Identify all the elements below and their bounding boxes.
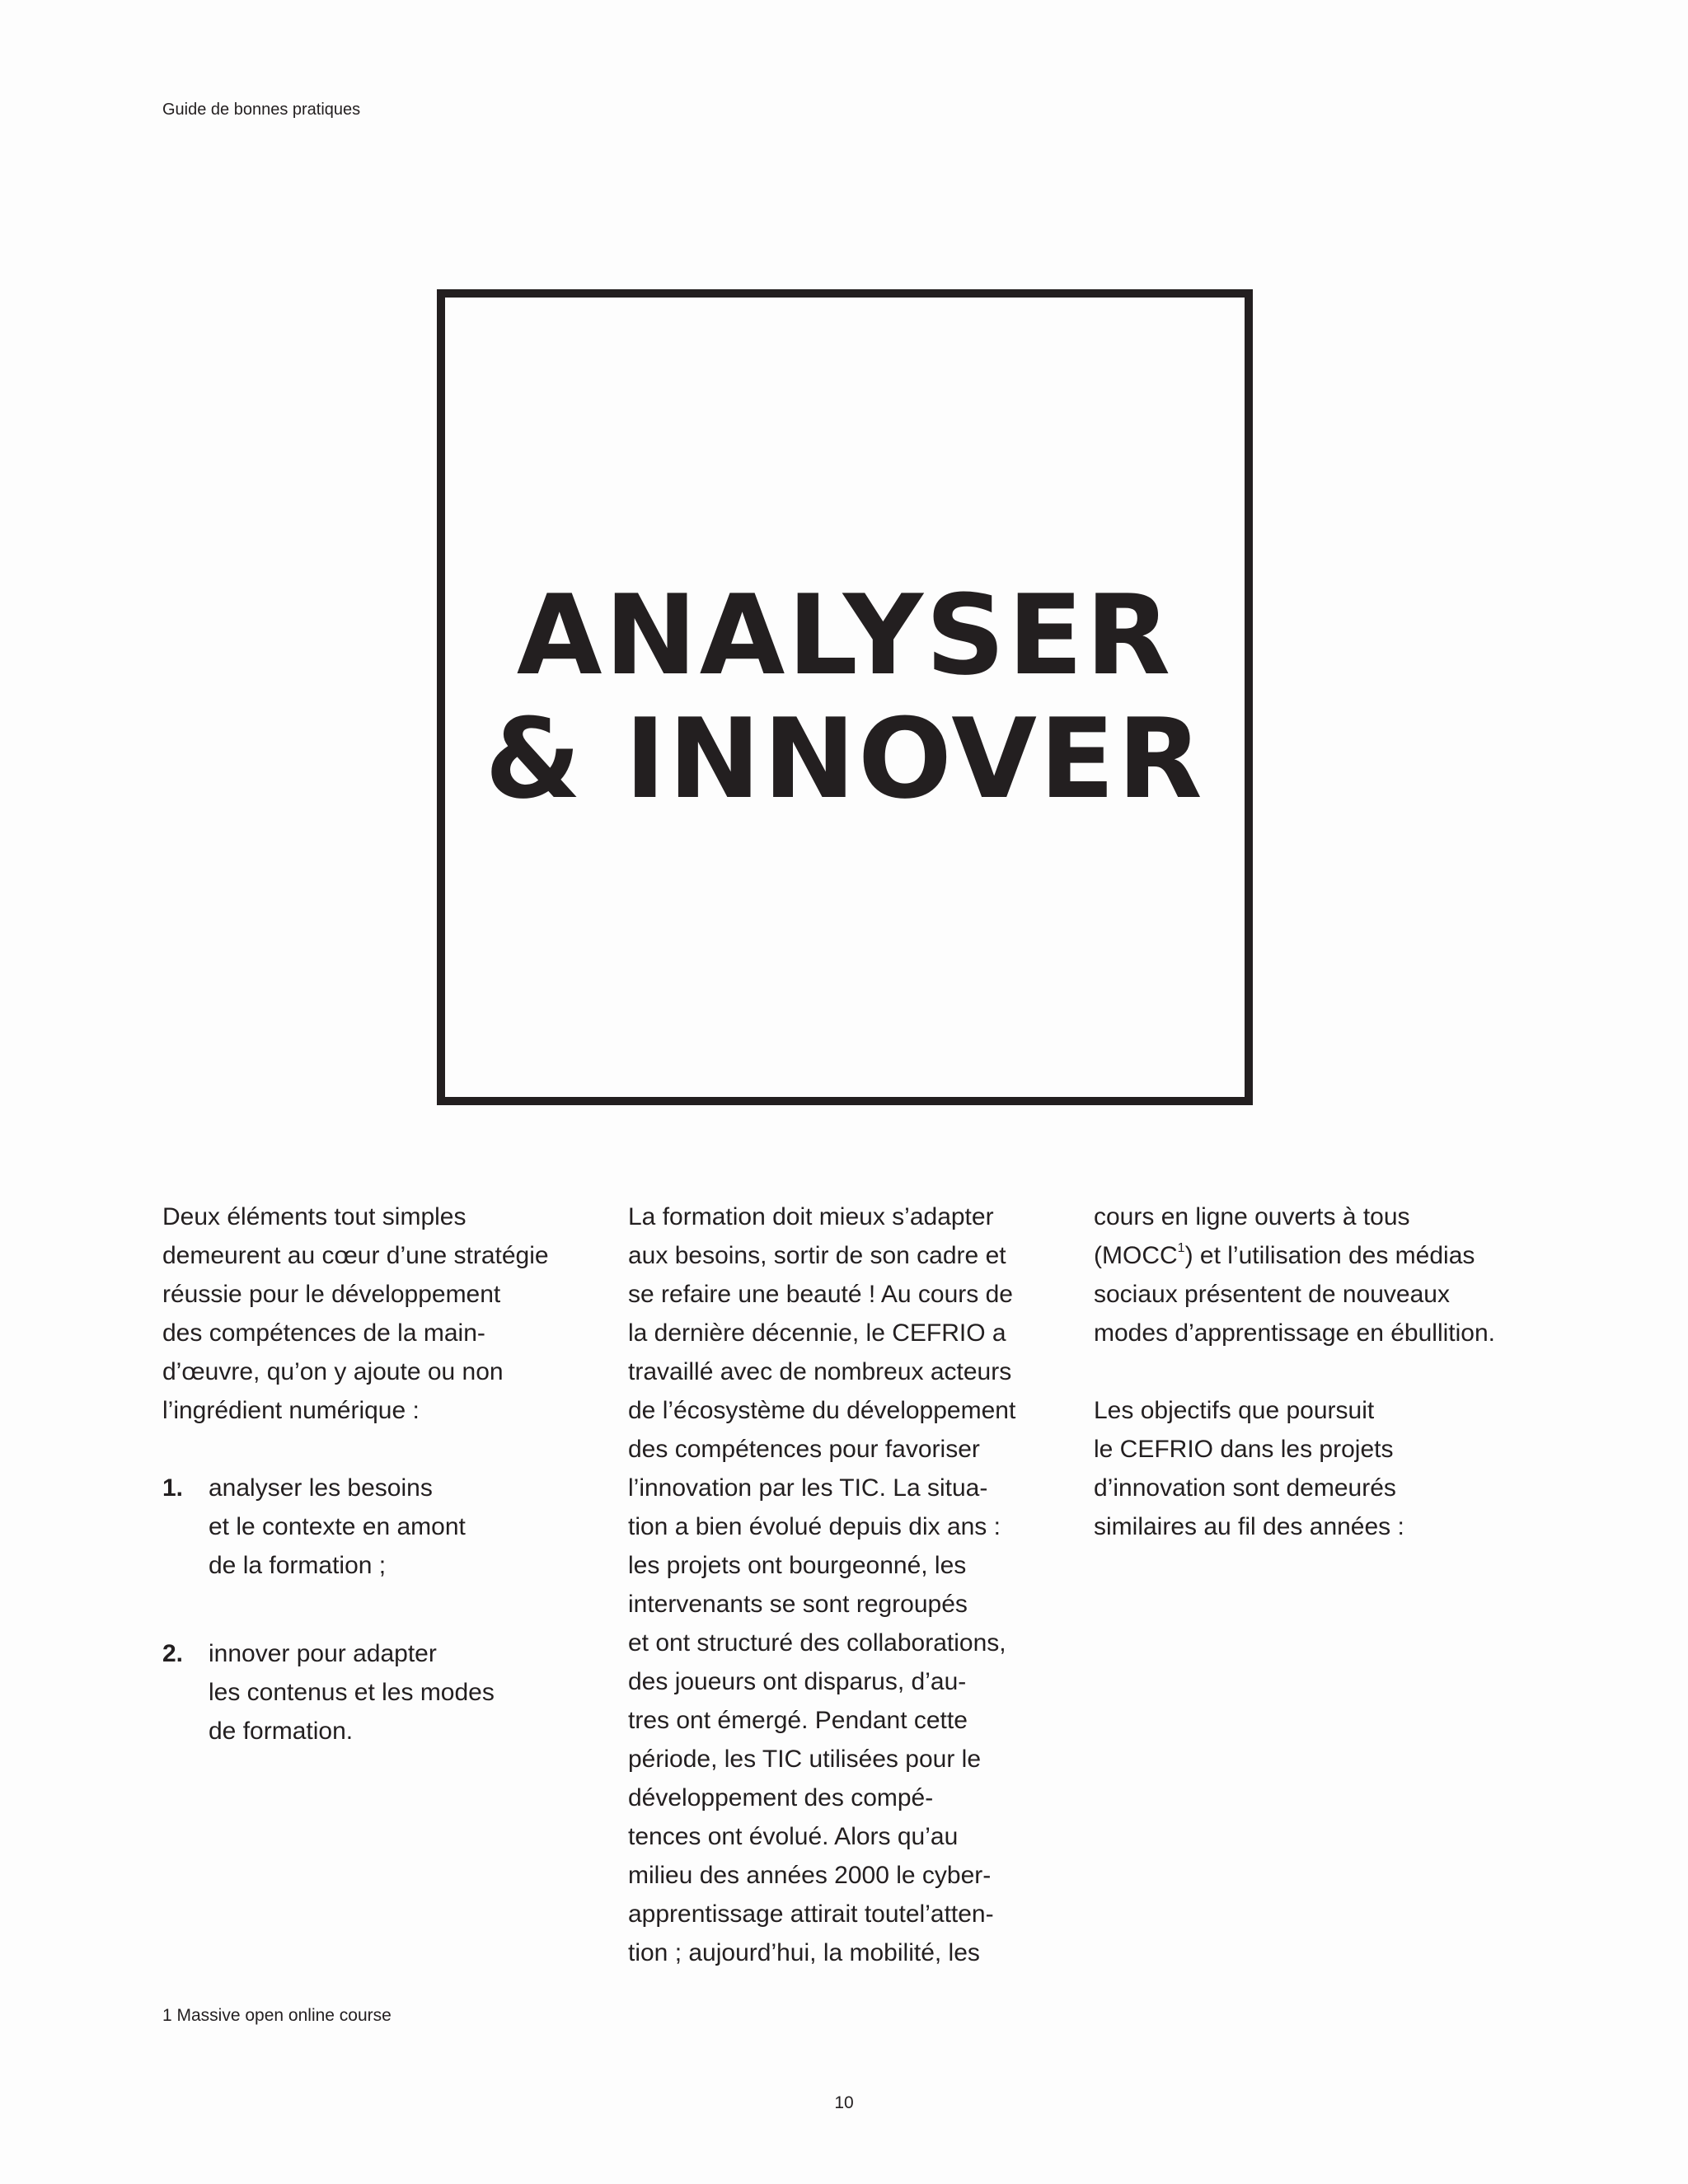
text-line: développement des compé- <box>628 1784 934 1811</box>
list-text-line: analyser les besoins <box>209 1474 433 1502</box>
text-line: la dernière décennie, le CEFRIO a <box>628 1319 1006 1347</box>
text-line: cours en ligne ouverts à tous <box>1094 1203 1410 1230</box>
text-line: d’œuvre, qu’on y ajoute ou non <box>162 1358 504 1385</box>
text-line: le CEFRIO dans les projets <box>1094 1436 1394 1463</box>
spacer <box>1094 1352 1555 1391</box>
text-line: tres ont émergé. Pendant cette <box>628 1707 968 1734</box>
text-column-1 <box>162 1197 599 1750</box>
text-fragment: (MOCC <box>1094 1242 1178 1269</box>
list-number: 2. <box>162 1640 184 1667</box>
text-line: tion a bien évolué depuis dix ans : <box>628 1513 1001 1540</box>
text-line: se refaire une beauté ! Au cours de <box>628 1281 1013 1308</box>
text-line: les projets ont bourgeonné, les <box>628 1552 967 1579</box>
text-line: des compétences de la main- <box>162 1319 485 1347</box>
text-line: de l’écosystème du développement <box>628 1397 1016 1424</box>
text-line: l’ingrédient numérique : <box>162 1397 420 1424</box>
section-title-line-2: & INNOVER <box>485 695 1205 823</box>
list-item-analyser <box>162 1469 599 1585</box>
spacer <box>162 1430 599 1469</box>
text-line: période, les TIC utilisées pour le <box>628 1746 981 1773</box>
text-line: milieu des années 2000 le cyber- <box>628 1862 992 1889</box>
text-line: travaillé avec de nombreux acteurs <box>628 1358 1012 1385</box>
footnote: 1 Massive open online course <box>162 2006 392 2025</box>
title-frame <box>437 289 1253 1105</box>
section-title-line-1: ANALYSER <box>516 571 1174 700</box>
running-header: Guide de bonnes pratiques <box>162 101 361 119</box>
text-line <box>1094 1236 1555 1275</box>
text-line: intervenants se sont regroupés <box>628 1591 968 1618</box>
list-text-line: innover pour adapter <box>209 1640 437 1667</box>
text-line: l’innovation par les TIC. La situa- <box>628 1474 988 1502</box>
page-number: 10 <box>834 2093 854 2112</box>
footnote-ref: 1 <box>1177 1241 1185 1255</box>
text-line: tion ; aujourd’hui, la mobilité, les <box>628 1939 980 1966</box>
list-number: 1. <box>162 1474 184 1502</box>
text-line: demeurent au cœur d’une stratégie <box>162 1242 549 1269</box>
text-column-3 <box>1094 1197 1555 1546</box>
list-text-line: de formation. <box>209 1718 354 1745</box>
text-line: et ont structuré des collaborations, <box>628 1629 1006 1657</box>
text-line: Les objectifs que poursuit <box>1094 1397 1375 1424</box>
section-title <box>485 571 1205 823</box>
text-line: modes d’apprentissage en ébullition. <box>1094 1319 1495 1347</box>
spacer <box>162 1585 599 1634</box>
list-text-line: les contenus et les modes <box>209 1679 495 1706</box>
text-line: tences ont évolué. Alors qu’au <box>628 1823 959 1850</box>
text-line: des compétences pour favoriser <box>628 1436 980 1463</box>
text-line: similaires au fil des années : <box>1094 1513 1404 1540</box>
text-line: des joueurs ont disparus, d’au- <box>628 1668 967 1695</box>
text-line: réussie pour le développement <box>162 1281 501 1308</box>
list-text-line: et le contexte en amont <box>209 1513 466 1540</box>
list-text-line: de la formation ; <box>209 1552 387 1579</box>
text-line: aux besoins, sortir de son cadre et <box>628 1242 1006 1269</box>
intro-paragraph <box>162 1197 599 1430</box>
text-line: apprentissage attirait toutel’atten- <box>628 1900 994 1928</box>
text-line: Deux éléments tout simples <box>162 1203 467 1230</box>
text-line: sociaux présentent de nouveaux <box>1094 1281 1450 1308</box>
text-column-2 <box>628 1197 1090 1972</box>
text-line: La formation doit mieux s’adapter <box>628 1203 994 1230</box>
text-line: d’innovation sont demeurés <box>1094 1474 1396 1502</box>
list-item-innover <box>162 1634 599 1750</box>
text-fragment: ) et l’utilisation des médias <box>1184 1242 1475 1269</box>
